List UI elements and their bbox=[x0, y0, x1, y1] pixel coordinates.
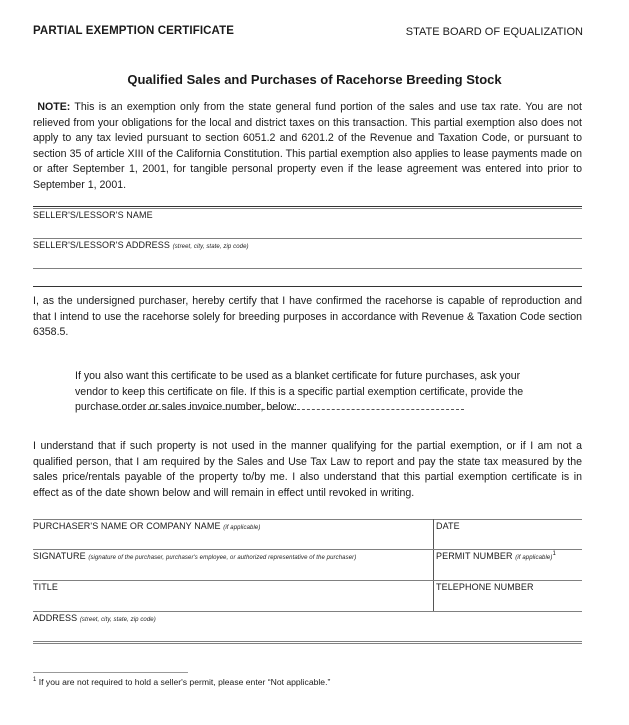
understanding-paragraph: I understand that if such property is not used in the manner qualifying for the partial exemption, or if I am not a qualified person, that I am required by the Sales and Use Tax Law to report and pay the state tax measured by the sales price/rentals payable of the property to/by me. I also understand that this partial exemption certificate is in effect as of the date shown below and will remain in effect until revoked in writing. bbox=[33, 440, 582, 499]
invoice-number-field[interactable] bbox=[118, 409, 464, 410]
divider bbox=[33, 286, 582, 287]
note-text: This is an exemption only from the state general fund portion of the sales and use tax rate. You are not relieved from your obligations for the local and district taxes on this transaction. This partial exemption also does not apply to any tax levied pursuant to section 6051.2 and 6201.2 of the Revenue and Taxation Code, or pursuant to section 35 of article XIII of the California Constitution. This partial exemption also applies to lease payments made on or after September 1, 2001, for tangible personal property even if the lease agreement was entered into prior to September 1, 2001. bbox=[33, 101, 582, 191]
title-label: TITLE bbox=[33, 582, 59, 592]
footnote-text: If you are not required to hold a seller's permit, please enter “Not applicable.” bbox=[36, 677, 331, 687]
purchaser-name-label-text: PURCHASER'S NAME OR COMPANY NAME bbox=[33, 521, 221, 531]
date-label: DATE bbox=[436, 521, 460, 531]
certification-paragraph: I, as the undersigned purchaser, hereby certify that I have confirmed the racehorse is capable of reproduction and that I intend to use the racehorse solely for breeding purposes in accordance with Revenue & Taxation Code section 6358.5. bbox=[33, 295, 582, 339]
purchaser-address-hint: (street, city, state, zip code) bbox=[79, 617, 156, 623]
divider bbox=[33, 208, 582, 209]
permit-number-label-text: PERMIT NUMBER bbox=[436, 551, 513, 561]
signature-label bbox=[33, 551, 356, 561]
divider bbox=[33, 643, 582, 644]
purchaser-name-hint: (if applicable) bbox=[223, 525, 261, 531]
form-title: PARTIAL EXEMPTION CERTIFICATE bbox=[33, 25, 234, 37]
signature-hint: (signature of the purchaser, purchaser's employee, or authorized representative of the purchaser) bbox=[88, 555, 357, 561]
footnote-mark: 1 bbox=[33, 677, 37, 684]
permit-footnote-mark: 1 bbox=[552, 551, 556, 557]
divider bbox=[33, 519, 582, 520]
purchaser-address-label-text: ADDRESS bbox=[33, 613, 78, 623]
purchaser-address-label bbox=[33, 613, 156, 623]
seller-address-field[interactable] bbox=[33, 268, 582, 269]
column-divider bbox=[433, 519, 434, 611]
signature-field[interactable] bbox=[33, 580, 582, 581]
note-label: NOTE: bbox=[37, 101, 71, 113]
permit-number-hint: (if applicable) bbox=[515, 555, 553, 561]
divider bbox=[33, 206, 582, 207]
seller-address-hint: (street, city, state, zip code) bbox=[172, 244, 249, 250]
seller-address-label-text: SELLER'S/LESSOR'S ADDRESS bbox=[33, 240, 170, 250]
footnote-divider bbox=[33, 672, 188, 673]
seller-address-label bbox=[33, 240, 249, 250]
purchaser-name-label bbox=[33, 521, 260, 531]
title-field[interactable] bbox=[33, 611, 582, 612]
purchaser-name-field[interactable] bbox=[33, 549, 582, 550]
blanket-paragraph: If you also want this certificate to be used as a blanket certificate for future purchases, ask your vendor to keep this certificate on file. If this is a specific partial exemption certificate, provide the purchase order or sales invoice number, below: bbox=[75, 370, 524, 414]
signature-label-text: SIGNATURE bbox=[33, 551, 86, 561]
document-title: Qualified Sales and Purchases of Racehorse Breeding Stock bbox=[127, 72, 502, 87]
permit-number-label bbox=[436, 551, 556, 561]
seller-name-field[interactable] bbox=[33, 238, 582, 239]
note-paragraph bbox=[33, 100, 582, 194]
footnote bbox=[33, 677, 330, 687]
purchaser-address-field[interactable] bbox=[33, 641, 582, 642]
agency-name: STATE BOARD OF EQUALIZATION bbox=[405, 26, 583, 38]
seller-name-label: SELLER'S/LESSOR'S NAME bbox=[33, 210, 153, 220]
telephone-number-label: TELEPHONE NUMBER bbox=[436, 582, 534, 592]
